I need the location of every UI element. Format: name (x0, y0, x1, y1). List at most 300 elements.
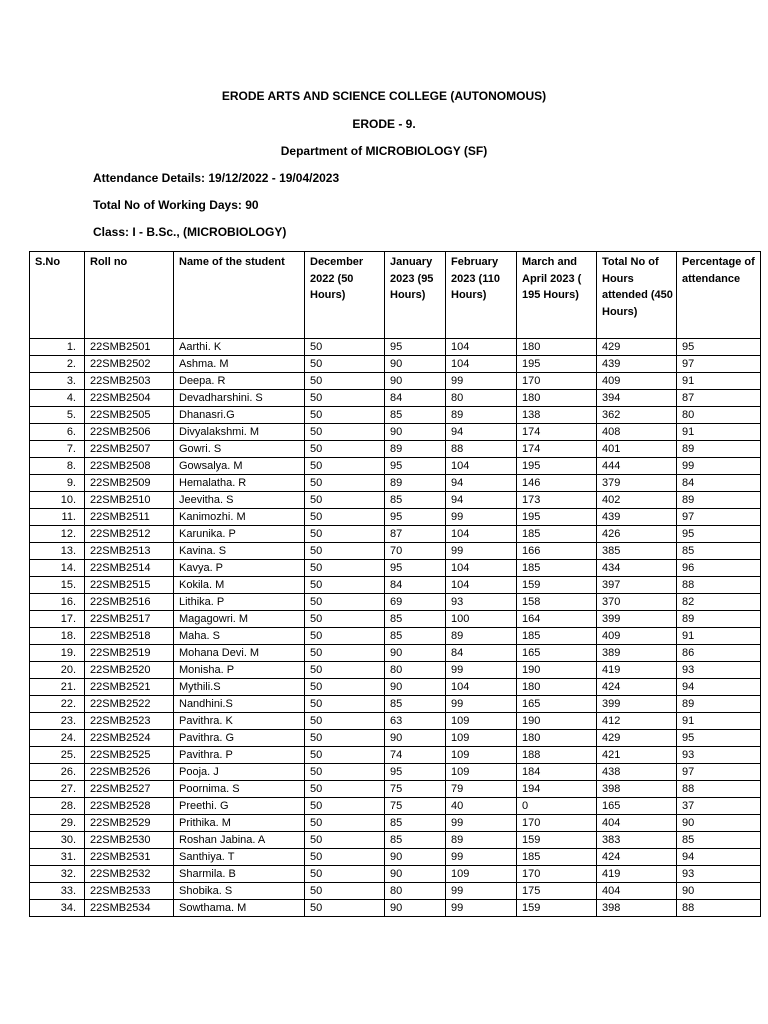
table-row (30, 373, 761, 390)
attendance-period: Attendance Details: 19/12/2022 - 19/04/2023 (93, 171, 340, 185)
table-row (30, 594, 761, 611)
column-header: March and April 2023 ( 195 Hours) (517, 252, 597, 339)
table-row (30, 849, 761, 866)
table-cell: 93 (677, 866, 761, 883)
table-cell: 104 (446, 339, 517, 356)
table-cell: 399 (597, 696, 677, 713)
table-cell: 104 (446, 458, 517, 475)
table-row (30, 356, 761, 373)
table-cell: 165 (517, 696, 597, 713)
table-row (30, 815, 761, 832)
table-cell: 180 (517, 390, 597, 407)
working-days: Total No of Working Days: 90 (93, 198, 259, 212)
table-cell: 3. (30, 373, 85, 390)
table-cell: 94 (677, 679, 761, 696)
table-cell: 85 (385, 628, 446, 645)
table-cell: 50 (305, 390, 385, 407)
table-cell: 165 (597, 798, 677, 815)
table-cell: 438 (597, 764, 677, 781)
table-cell: 79 (446, 781, 517, 798)
table-cell: 50 (305, 594, 385, 611)
table-row (30, 458, 761, 475)
table-cell: 175 (517, 883, 597, 900)
table-cell: 404 (597, 815, 677, 832)
table-cell: Devadharshini. S (174, 390, 305, 407)
table-cell: 439 (597, 356, 677, 373)
table-cell: 93 (677, 747, 761, 764)
table-cell: 22SMB2504 (85, 390, 174, 407)
table-cell: 22SMB2532 (85, 866, 174, 883)
table-cell: 89 (446, 832, 517, 849)
table-cell: Sharmila. B (174, 866, 305, 883)
table-cell: 24. (30, 730, 85, 747)
table-cell: 444 (597, 458, 677, 475)
table-cell: 93 (677, 662, 761, 679)
table-cell: 85 (385, 815, 446, 832)
column-header: Total No of Hours attended (450 Hours) (597, 252, 677, 339)
table-cell: 95 (677, 730, 761, 747)
table-cell: 166 (517, 543, 597, 560)
table-cell: 88 (677, 900, 761, 917)
table-cell: 159 (517, 900, 597, 917)
table-cell: 109 (446, 747, 517, 764)
attendance-table (29, 251, 761, 917)
table-cell: 170 (517, 866, 597, 883)
table-cell: 84 (385, 390, 446, 407)
table-cell: 19. (30, 645, 85, 662)
table-cell: Jeevitha. S (174, 492, 305, 509)
table-cell: 50 (305, 696, 385, 713)
table-cell: 27. (30, 781, 85, 798)
table-cell: 95 (385, 458, 446, 475)
table-cell: 89 (385, 441, 446, 458)
table-cell: 90 (385, 866, 446, 883)
table-cell: 88 (677, 781, 761, 798)
table-cell: 421 (597, 747, 677, 764)
table-cell: 33. (30, 883, 85, 900)
table-row (30, 832, 761, 849)
table-cell: 91 (677, 628, 761, 645)
table-cell: 8. (30, 458, 85, 475)
table-cell: 10. (30, 492, 85, 509)
table-cell: 99 (446, 543, 517, 560)
table-cell: 22SMB2519 (85, 645, 174, 662)
table-cell: 50 (305, 356, 385, 373)
table-cell: Monisha. P (174, 662, 305, 679)
table-cell: 97 (677, 764, 761, 781)
table-cell: Pavithra. G (174, 730, 305, 747)
table-cell: 89 (446, 407, 517, 424)
table-cell: 90 (385, 849, 446, 866)
table-cell: 164 (517, 611, 597, 628)
table-cell: Lithika. P (174, 594, 305, 611)
table-cell: 104 (446, 560, 517, 577)
table-cell: Sowthama. M (174, 900, 305, 917)
table-cell: 90 (385, 373, 446, 390)
table-cell: 434 (597, 560, 677, 577)
table-cell: Poornima. S (174, 781, 305, 798)
column-header: Roll no (85, 252, 174, 339)
table-row (30, 407, 761, 424)
table-cell: 99 (446, 509, 517, 526)
college-city: ERODE - 9. (352, 117, 416, 131)
table-cell: 22SMB2526 (85, 764, 174, 781)
table-cell: 408 (597, 424, 677, 441)
table-cell: 185 (517, 526, 597, 543)
table-cell: 69 (385, 594, 446, 611)
table-row (30, 526, 761, 543)
table-cell: 97 (677, 356, 761, 373)
column-header: Percentage of attendance (677, 252, 761, 339)
table-cell: 30. (30, 832, 85, 849)
table-cell: 29. (30, 815, 85, 832)
table-cell: 11. (30, 509, 85, 526)
table-cell: 50 (305, 441, 385, 458)
table-cell: 104 (446, 356, 517, 373)
table-row (30, 781, 761, 798)
table-cell: Pooja. J (174, 764, 305, 781)
table-cell: 40 (446, 798, 517, 815)
table-cell: 22SMB2503 (85, 373, 174, 390)
table-cell: Nandhini.S (174, 696, 305, 713)
table-cell: 397 (597, 577, 677, 594)
column-header: January 2023 (95 Hours) (385, 252, 446, 339)
table-cell: 185 (517, 560, 597, 577)
table-cell: 80 (385, 883, 446, 900)
table-row (30, 560, 761, 577)
table-cell: 85 (677, 543, 761, 560)
table-cell: 138 (517, 407, 597, 424)
table-cell: 22SMB2528 (85, 798, 174, 815)
table-cell: 37 (677, 798, 761, 815)
table-cell: 419 (597, 866, 677, 883)
table-cell: Pavithra. P (174, 747, 305, 764)
table-cell: Dhanasri.G (174, 407, 305, 424)
table-cell: 424 (597, 679, 677, 696)
table-cell: 50 (305, 866, 385, 883)
table-cell: 0 (517, 798, 597, 815)
table-cell: 100 (446, 611, 517, 628)
table-cell: 109 (446, 730, 517, 747)
table-cell: 22SMB2533 (85, 883, 174, 900)
table-cell: 50 (305, 526, 385, 543)
table-cell: 50 (305, 628, 385, 645)
table-cell: 50 (305, 849, 385, 866)
table-row (30, 424, 761, 441)
table-cell: 185 (517, 849, 597, 866)
table-cell: 185 (517, 628, 597, 645)
table-cell: 95 (385, 764, 446, 781)
table-cell: 401 (597, 441, 677, 458)
table-cell: 22SMB2509 (85, 475, 174, 492)
table-cell: 195 (517, 356, 597, 373)
table-cell: 173 (517, 492, 597, 509)
table-cell: 94 (677, 849, 761, 866)
table-cell: 159 (517, 832, 597, 849)
table-cell: 80 (446, 390, 517, 407)
table-cell: 22SMB2508 (85, 458, 174, 475)
table-header-row (30, 252, 761, 339)
table-cell: 409 (597, 628, 677, 645)
table-row (30, 611, 761, 628)
table-cell: Karunika. P (174, 526, 305, 543)
table-cell: 180 (517, 679, 597, 696)
column-header: February 2023 (110 Hours) (446, 252, 517, 339)
table-cell: 184 (517, 764, 597, 781)
table-cell: 22SMB2513 (85, 543, 174, 560)
table-cell: 22SMB2518 (85, 628, 174, 645)
table-cell: 194 (517, 781, 597, 798)
column-header: S.No (30, 252, 85, 339)
table-cell: 50 (305, 900, 385, 917)
table-cell: 50 (305, 373, 385, 390)
table-cell: 50 (305, 730, 385, 747)
table-cell: 22SMB2506 (85, 424, 174, 441)
table-cell: Roshan Jabina. A (174, 832, 305, 849)
table-cell: 50 (305, 543, 385, 560)
table-cell: 84 (446, 645, 517, 662)
table-cell: 170 (517, 815, 597, 832)
table-row (30, 730, 761, 747)
table-cell: 22SMB2505 (85, 407, 174, 424)
table-cell: 22. (30, 696, 85, 713)
table-cell: 74 (385, 747, 446, 764)
table-cell: 398 (597, 900, 677, 917)
table-cell: Shobika. S (174, 883, 305, 900)
table-cell: 95 (677, 339, 761, 356)
table-cell: 91 (677, 424, 761, 441)
table-cell: Maha. S (174, 628, 305, 645)
table-cell: 90 (677, 883, 761, 900)
table-cell: 404 (597, 883, 677, 900)
table-row (30, 441, 761, 458)
table-row (30, 390, 761, 407)
table-cell: 159 (517, 577, 597, 594)
table-cell: 50 (305, 798, 385, 815)
table-cell: 383 (597, 832, 677, 849)
table-cell: 95 (385, 560, 446, 577)
table-row (30, 509, 761, 526)
table-cell: 104 (446, 679, 517, 696)
table-cell: 84 (385, 577, 446, 594)
table-cell: 180 (517, 339, 597, 356)
table-cell: 22SMB2517 (85, 611, 174, 628)
table-cell: Mythili.S (174, 679, 305, 696)
table-row (30, 679, 761, 696)
table-cell: 32. (30, 866, 85, 883)
table-cell: 22SMB2525 (85, 747, 174, 764)
table-row (30, 492, 761, 509)
table-cell: 87 (385, 526, 446, 543)
table-cell: 50 (305, 747, 385, 764)
table-cell: 89 (385, 475, 446, 492)
table-cell: 50 (305, 883, 385, 900)
table-cell: 394 (597, 390, 677, 407)
table-cell: 89 (677, 492, 761, 509)
table-cell: 99 (446, 849, 517, 866)
table-cell: 50 (305, 475, 385, 492)
department-title: Department of MICROBIOLOGY (SF) (280, 144, 488, 158)
table-cell: 180 (517, 730, 597, 747)
table-cell: 22SMB2516 (85, 594, 174, 611)
table-cell: 90 (385, 730, 446, 747)
table-cell: Kokila. M (174, 577, 305, 594)
table-cell: 96 (677, 560, 761, 577)
table-cell: 90 (385, 356, 446, 373)
table-cell: 174 (517, 441, 597, 458)
table-cell: Pavithra. K (174, 713, 305, 730)
table-cell: 90 (385, 900, 446, 917)
table-cell: 99 (446, 883, 517, 900)
table-cell: 170 (517, 373, 597, 390)
table-cell: Gowsalya. M (174, 458, 305, 475)
table-row (30, 764, 761, 781)
table-cell: 89 (677, 441, 761, 458)
table-cell: 22SMB2531 (85, 849, 174, 866)
table-row (30, 883, 761, 900)
table-cell: 91 (677, 373, 761, 390)
table-cell: 22SMB2524 (85, 730, 174, 747)
table-cell: Hemalatha. R (174, 475, 305, 492)
table-cell: 90 (385, 645, 446, 662)
table-cell: 97 (677, 509, 761, 526)
table-cell: Mohana Devi. M (174, 645, 305, 662)
table-cell: 20. (30, 662, 85, 679)
table-cell: 5. (30, 407, 85, 424)
table-cell: 2. (30, 356, 85, 373)
table-cell: 50 (305, 645, 385, 662)
table-cell: 109 (446, 866, 517, 883)
table-cell: Kavya. P (174, 560, 305, 577)
table-cell: 50 (305, 611, 385, 628)
table-cell: 85 (385, 492, 446, 509)
table-cell: 7. (30, 441, 85, 458)
table-cell: 50 (305, 764, 385, 781)
table-cell: 99 (446, 696, 517, 713)
table-cell: 85 (385, 832, 446, 849)
table-cell: 104 (446, 526, 517, 543)
table-cell: 75 (385, 798, 446, 815)
table-cell: 22SMB2530 (85, 832, 174, 849)
table-cell: 95 (677, 526, 761, 543)
table-cell: Ashma. M (174, 356, 305, 373)
table-cell: 13. (30, 543, 85, 560)
table-cell: 190 (517, 713, 597, 730)
table-row (30, 628, 761, 645)
table-cell: 22SMB2521 (85, 679, 174, 696)
table-cell: 88 (677, 577, 761, 594)
table-cell: 22SMB2523 (85, 713, 174, 730)
table-cell: 31. (30, 849, 85, 866)
table-row (30, 900, 761, 917)
table-row (30, 543, 761, 560)
table-row (30, 713, 761, 730)
table-cell: 188 (517, 747, 597, 764)
table-cell: 85 (677, 832, 761, 849)
table-cell: 22SMB2511 (85, 509, 174, 526)
table-row (30, 696, 761, 713)
table-cell: 412 (597, 713, 677, 730)
table-cell: 50 (305, 339, 385, 356)
table-cell: 50 (305, 407, 385, 424)
table-cell: 28. (30, 798, 85, 815)
table-cell: 419 (597, 662, 677, 679)
table-cell: 12. (30, 526, 85, 543)
table-body (30, 339, 761, 917)
table-cell: 82 (677, 594, 761, 611)
table-cell: 109 (446, 713, 517, 730)
table-cell: 389 (597, 645, 677, 662)
table-cell: 6. (30, 424, 85, 441)
table-cell: 22SMB2534 (85, 900, 174, 917)
table-cell: 89 (677, 696, 761, 713)
class-info: Class: I - B.Sc., (MICROBIOLOGY) (93, 225, 287, 239)
table-cell: 95 (385, 509, 446, 526)
table-cell: 17. (30, 611, 85, 628)
table-cell: 50 (305, 781, 385, 798)
table-cell: 99 (446, 815, 517, 832)
table-cell: 50 (305, 832, 385, 849)
table-cell: 409 (597, 373, 677, 390)
table-cell: 195 (517, 509, 597, 526)
table-row (30, 798, 761, 815)
table-cell: 25. (30, 747, 85, 764)
table-row (30, 747, 761, 764)
table-cell: 190 (517, 662, 597, 679)
table-cell: 1. (30, 339, 85, 356)
table-cell: 50 (305, 560, 385, 577)
table-cell: Divyalakshmi. M (174, 424, 305, 441)
table-cell: 398 (597, 781, 677, 798)
table-row (30, 577, 761, 594)
table-cell: 34. (30, 900, 85, 917)
table-cell: 84 (677, 475, 761, 492)
table-cell: 50 (305, 662, 385, 679)
table-cell: 50 (305, 577, 385, 594)
table-cell: 26. (30, 764, 85, 781)
table-cell: 22SMB2507 (85, 441, 174, 458)
table-cell: Preethi. G (174, 798, 305, 815)
table-cell: 426 (597, 526, 677, 543)
table-cell: Gowri. S (174, 441, 305, 458)
table-cell: 195 (517, 458, 597, 475)
table-cell: Kanimozhi. M (174, 509, 305, 526)
table-cell: 429 (597, 339, 677, 356)
table-cell: 90 (385, 424, 446, 441)
table-cell: 90 (677, 815, 761, 832)
table-cell: 50 (305, 424, 385, 441)
table-cell: 22SMB2502 (85, 356, 174, 373)
table-cell: 86 (677, 645, 761, 662)
table-cell: 16. (30, 594, 85, 611)
table-cell: 424 (597, 849, 677, 866)
table-cell: 22SMB2512 (85, 526, 174, 543)
table-cell: 385 (597, 543, 677, 560)
table-cell: 399 (597, 611, 677, 628)
table-cell: 23. (30, 713, 85, 730)
table-cell: 50 (305, 509, 385, 526)
table-cell: 95 (385, 339, 446, 356)
table-cell: 75 (385, 781, 446, 798)
table-cell: Kavina. S (174, 543, 305, 560)
table-row (30, 645, 761, 662)
table-cell: 15. (30, 577, 85, 594)
table-cell: Magagowri. M (174, 611, 305, 628)
table-cell: 85 (385, 407, 446, 424)
table-cell: Santhiya. T (174, 849, 305, 866)
table-row (30, 339, 761, 356)
table-row (30, 662, 761, 679)
